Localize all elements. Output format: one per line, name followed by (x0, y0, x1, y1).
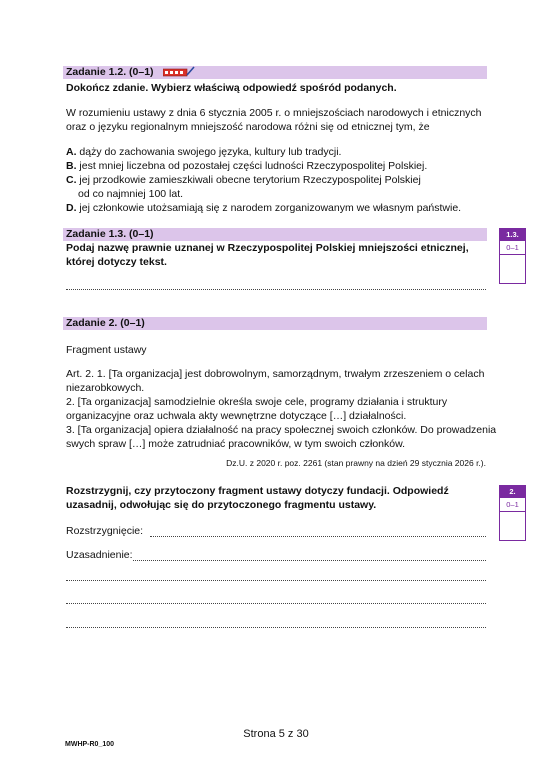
law-text-line: swych spraw […] może zatrudniać pracowników, w tym swoich członków. (66, 438, 406, 450)
option-text: jest mniej liczebna od pozostałej części ludności Rzeczypospolitej Polskiej. (76, 160, 428, 172)
option-a[interactable] (66, 146, 341, 158)
justification-answer-line[interactable] (66, 580, 486, 581)
score-box-1-3 (499, 228, 526, 284)
task-2-header: Zadanie 2. (0–1) (66, 317, 145, 329)
option-c-continuation: od co najmniej 100 lat. (78, 188, 184, 200)
option-b[interactable] (66, 160, 427, 172)
score-box-field[interactable] (500, 512, 525, 540)
exam-code: MWHP-R0_100 (65, 741, 115, 748)
law-text-line: 3. [Ta organizacja] opiera działalność na pracy społecznej swoich członków. Do prowadzenia (66, 424, 497, 436)
option-text: jej członkowie utożsamiają się z narodem zorganizowanym we własnym państwie. (76, 202, 462, 214)
task-1-2-instruction: Dokończ zdanie. Wybierz właściwą odpowiedź spośród podanych. (66, 82, 397, 94)
justification-answer-line[interactable] (133, 560, 486, 561)
option-letter: B. (66, 160, 77, 172)
option-letter: D. (66, 202, 77, 214)
law-text-line: niezarobkowych. (66, 382, 145, 394)
task-1-3-instruction-line-1: Podaj nazwę prawnie uznanej w Rzeczypospolitej Polskiej mniejszości etnicznej, (66, 242, 469, 254)
option-text: jej przodkowie zamieszkiwali obecne terytorium Rzeczypospolitej Polskiej (76, 174, 421, 186)
task-2-instruction-line-1: Rozstrzygnij, czy przytoczony fragment ustawy dotyczy fundacji. Odpowiedź (66, 485, 449, 497)
task-1-3-instruction-line-2: której dotyczy tekst. (66, 256, 167, 268)
option-letter: C. (66, 174, 77, 186)
score-box-range: 0–1 (500, 498, 525, 512)
justification-answer-line[interactable] (66, 603, 486, 604)
score-box-label: 2. (500, 486, 525, 498)
option-d[interactable] (66, 202, 461, 214)
decision-label: Rozstrzygnięcie: (66, 525, 144, 537)
page-number: Strona 5 z 30 (243, 728, 309, 740)
option-c[interactable] (66, 174, 421, 186)
task-1-2-stem-line-1: W rozumieniu ustawy z dnia 6 stycznia 2005 r. o mniejszościach narodowych i etnicznych (66, 107, 482, 119)
task-1-2-header: Zadanie 1.2. (0–1) (66, 66, 154, 78)
source-citation: Dz.U. z 2020 r. poz. 2261 (stan prawny na dzień 29 stycznia 2026 r.). (226, 458, 486, 468)
option-text: dąży do zachowania swojego języka, kultury lub tradycji. (76, 146, 342, 158)
task-1-3-header: Zadanie 1.3. (0–1) (66, 228, 154, 240)
score-box-range: 0–1 (500, 241, 525, 255)
law-text-line: 2. [Ta organizacja] samodzielnie określa swoje cele, programy działania i struktury (66, 396, 448, 408)
task-1-3-answer-line[interactable] (66, 289, 486, 290)
law-text-line: Art. 2. 1. [Ta organizacja] jest dobrowolnym, samorządnym, trwałym zrzeszeniem o celach (66, 368, 485, 380)
justification-label: Uzasadnienie: (66, 549, 133, 561)
task-2-instruction-line-2: uzasadnij, odwołując się do przytoczonego fragmentu ustawy. (66, 499, 377, 511)
score-box-field[interactable] (500, 255, 525, 283)
score-box-2 (499, 485, 526, 541)
source-title: Fragment ustawy (66, 344, 147, 356)
pencil-icon (163, 66, 195, 78)
law-text-line: organizacyjne oraz uchwala akty wewnętrzne dotyczące […] działalności. (66, 410, 407, 422)
decision-answer-line[interactable] (150, 536, 486, 537)
score-box-label: 1.3. (500, 229, 525, 241)
option-letter: A. (66, 146, 77, 158)
justification-answer-line[interactable] (66, 627, 486, 628)
task-1-2-stem-line-2: oraz o języku regionalnym mniejszość narodowa różni się od etnicznej tym, że (66, 121, 430, 133)
